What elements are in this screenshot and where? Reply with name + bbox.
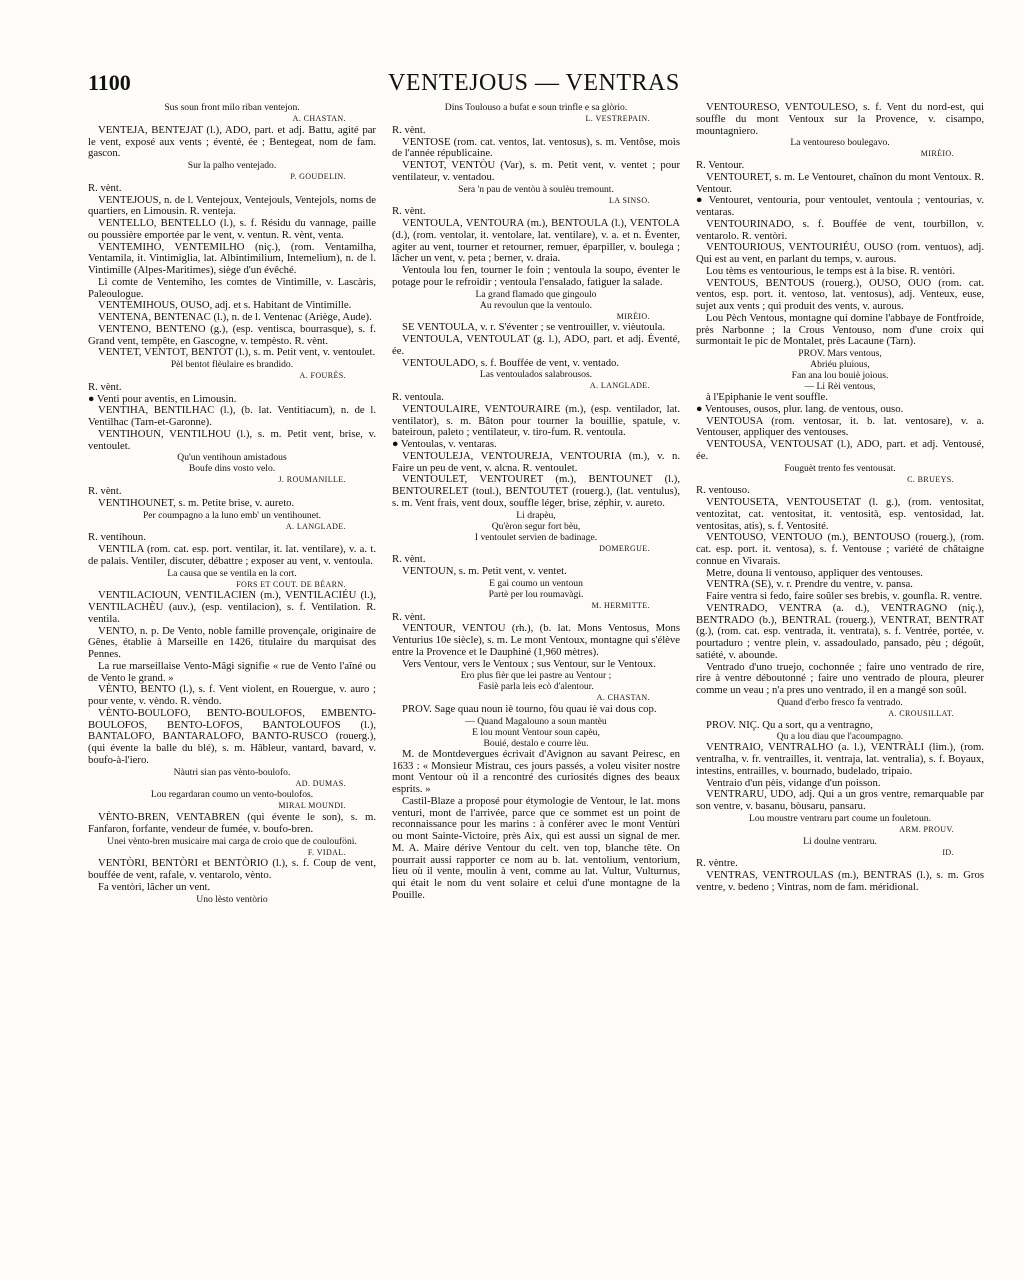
citation-author: F. VIDAL. [307, 847, 346, 857]
citation-line: Pèl bentot flèulaire es brandido. [170, 359, 294, 370]
columns [88, 102, 990, 905]
citation-line: Dins Toulouso a bufat e soun trinfle e sa glòrio. [444, 102, 628, 113]
citation-author: AD. DUMAS. [295, 778, 346, 788]
dictionary-entry: VENTOURINADO, s. f. Bouffée de vent, tourbillon, v. ventarolo. R. ventòri. [696, 217, 984, 242]
dictionary-entry: VENTENA, BENTENAC (l.), n. de l. Ventenac (Ariège, Aude). [98, 311, 372, 323]
dictionary-entry: Ventraio d'un pèis, vidange d'un poisson. [706, 776, 881, 789]
dictionary-entry: Faire ventra si fedo, faire soûler ses brebis, v. gounfla. R. ventre. [706, 590, 983, 602]
citation-line: Sur la palho ventejado. [187, 160, 277, 171]
root-reference: R. ventoula. [392, 391, 444, 403]
dictionary-entry: VENTOSE (rom. cat. ventos, lat. ventosus), s. m. Ventôse, mois de l'année républicaine. [392, 135, 680, 160]
citation-line: Abriéu pluious, [810, 359, 870, 370]
citation-line: Quand d'erbo fresco fa ventrado. [777, 696, 903, 708]
citation-line: E lou mount Ventour soun capèu, [472, 726, 600, 738]
dictionary-entry: VÈNTO-BREN, VENTABREN (qui évente le son), s. m. Fanfaron, forfante, vendeur de fumée, v. boufo-bren. [88, 811, 376, 835]
dictionary-entry: VENTRAIO, VENTRALHO (a. l.), VENTRÀLI (lim.), (rom. ventralha, v. fr. ventrailles, it. ventraja, lat. ventralia), s. f. Boyaux, intestins, entrailles, v. bournado, budelado, tripaio. [696, 741, 984, 777]
citation-author: A. LANGLADE. [589, 381, 650, 391]
citation-author: MIRÈIO. [920, 149, 954, 159]
running-title: VENTEJOUS — VENTRAS [388, 70, 680, 96]
root-reference: R. vènt. [392, 123, 426, 136]
dictionary-entry: Fa ventòri, lâcher un vent. [98, 880, 211, 893]
citation-author: DOMERGUE. [599, 543, 650, 553]
dictionary-entry: VENTOULA, VENTOURA (m.), BENTOULA (l.), VENTOLA (d.), (rom. ventolar, it. ventolare, lat. ventilare), v. a. et n. Éventer, agiter au vent, tourner et retourner, remuer, éparpiller, v. boulega ; lâcher un vent, v. peta ; berner, v. draia. [392, 217, 680, 265]
root-reference: R. vènt. [392, 553, 426, 566]
citation-line: PROV. Mars ventous, [798, 348, 882, 359]
dictionary-entry: VENTOULA, VENTOULAT (g. l.), ADO, part. et adj. Éventé, ée. [392, 333, 680, 357]
dictionary-entry: VENTIHA, BENTILHAC (l.), (b. lat. Ventitiacum), n. de l. Ventilhac (Tarn-et-Garonne). [88, 404, 376, 428]
variant-note: ● Ventouret, ventouria, pour ventoulet, ventoula ; ventourias, v. ventaras. [696, 194, 984, 218]
dictionary-entry: VENTOUR, VENTOU (rh.), (b. lat. Mons Ventosus, Mons Venturius 10e siècle), s. m. Le mont Ventoux, montagne qui s'élève entre la Provence et le Dauphiné (1,960 mètres). [392, 622, 680, 658]
dictionary-entry: Ventoula lou fen, tourner le foin ; ventoula la soupo, éventer le potage pour le refroidir ; ventoula l'ensalado, fatiguer la salade. [392, 264, 680, 288]
citation-line: Nàutri sian pas vènto-boulofo. [173, 766, 291, 778]
citation-line: Fasiè parla leis ecò d'alentour. [478, 681, 594, 693]
citation-line: Uno lèsto ventòrio [196, 893, 268, 905]
citation-line: — Quand Magalouno a soun mantèu [465, 715, 607, 727]
citation-line: Au revoulun que la ventoulo. [479, 299, 593, 311]
citation-author: MIRAL MOUNDI. [278, 801, 346, 811]
variant-note: ● Ventouses, ousos, plur. lang. de ventous, ouso. [696, 402, 904, 415]
dictionary-entry: VENTIHOUN, VENTILHOU (l.), s. m. Petit vent, brise, v. ventoulet. [88, 427, 376, 452]
citation-line: La causa que se ventila en la cort. [167, 567, 297, 579]
citation-line: Ero plus fièr que lei pastre au Ventour ; [460, 670, 612, 682]
dictionary-entry: Vers Ventour, vers le Ventoux ; sus Ventour, sur le Ventoux. [402, 657, 656, 670]
variant-note: ● Ventoulas, v. ventaras. [392, 438, 497, 450]
dictionary-entry: VENTÒRI, BENTÒRI et BENTÒRIO (l.), s. f. Coup de vent, bouffée de vent, rafale, v. ventarolo, vènto. [88, 857, 376, 881]
dictionary-entry: Li comte de Ventemiho, les comtes de Vintimille, v. Lascàris, Paleoulogue. [88, 275, 376, 300]
citation-line: Lou regardaran coumo un vento-boulofos. [150, 789, 314, 801]
citation-author: L. VESTREPAIN. [585, 114, 650, 123]
dictionary-entry: VENTO, n. p. De Vento, noble famille provençale, originaire de Gênes, établie à Marseille en 1426, titulaire du marquisat des Pennes. [88, 624, 376, 660]
citation-line: Fan ana lou bouiè joious. [791, 370, 889, 381]
dictionary-entry: VENTOURESO, VENTOULESO, s. f. Vent du nord-est, qui souffle du mont Ventoux sur la Provence, v. cisampo, mountagniero. [696, 101, 984, 137]
root-reference: R. vènt. [88, 485, 122, 497]
citation-line: La ventoureso boulegavo. [790, 137, 890, 149]
dictionary-entry: VENTRAS, VENTROULAS (m.), BENTRAS (l.), s. m. Gros ventre, v. bedeno ; Vintras, nom de fam. méridional. [696, 869, 984, 893]
citation-author: FORS ET COUT. DE BÉARN. [236, 579, 346, 589]
dictionary-entry: VÈNTO-BOULOFO, BENTO-BOULOFOS, EMBENTO-BOULOFOS, BENTO-LOFOS, BANTOLOUFOS (l.), BANTALOFO, BANTARALOFO, BANTO-RUSCO (rouerg.), (qui évente la balle du blé), s. m. Hâbleur, vantard, bavard, v. boufo-à-l'iero. [88, 706, 376, 766]
dictionary-entry: VENTOUS, BENTOUS (rouerg.), OUSO, OUO (rom. cat. ventos, esp. port. it. ventoso, lat. ventosus), adj. Venteux, euse, sujet aux vents ; qui produit des vents, v. aurous. [696, 276, 984, 312]
citation-line: Per coumpagno a la luno emb' un ventihounet. [142, 509, 322, 521]
dictionary-entry: VENTOUSA (rom. ventosar, it. b. lat. ventosare), v. a. Ventouser, appliquer des ventouses. [696, 414, 984, 439]
dictionary-entry: VENTOURET, s. m. Le Ventouret, chaînon du mont Ventoux. R. Ventour. [696, 170, 984, 195]
dictionary-entry: VENTRA (SE), v. r. Prendre du ventre, v. pansa. [706, 578, 913, 591]
dictionary-entry: VENTILACIOUN, VENTILACIEN (m.), VENTILACIÉU (l.), VENTILACHÈU (auv.), (esp. ventilacion), s. f. Ventilation. R. ventila. [88, 589, 376, 625]
page-number: 1100 [88, 70, 131, 95]
citation-line: Qu'èron segur fort bèu, [491, 520, 581, 532]
dictionary-entry: VÈNTO, BENTO (l.), s. f. Vent violent, en Rouergue, v. auro ; pour vente, v. vèndo. R. vèndo. [88, 683, 376, 707]
dictionary-entry: VENTILA (rom. cat. esp. port. ventilar, it. lat. ventilare), v. a. t. de palais. Ventiler, discuter, débattre ; exposer au vent, v. ventoula. [88, 543, 376, 567]
dictionary-entry: VENTOUSETA, VENTOUSETAT (l. g.), (rom. ventositat, ventozitat, cat. ventositat, it. ventosità, esp. ventosidad, lat. ventositas, atis), s. f. Ventosité. [696, 496, 984, 532]
citation-author: A. CROUSILLAT. [888, 708, 954, 718]
dictionary-entry: VENTOULEJA, VENTOUREJA, VENTOURIA (m.), v. n. Faire un peu de vent, v. alcna. R. ventoulet. [392, 449, 680, 474]
variant-note: ● Venti pour aventis, en Limousin. [88, 392, 237, 405]
dictionary-entry: M. de Montdevergues écrivait d'Avignon au savant Peiresc, en 1633 : « Monsieur Mistrau, ces jours passés, a voleu visiter nostre mont Ventour où il a rencontré des curiosités dignes des beaux esprits. » [392, 747, 680, 795]
dictionary-entry: VENTOULADO, s. f. Bouffée de vent, v. ventado. [402, 356, 620, 369]
citation-author: ARM. PROUV. [899, 824, 954, 834]
citation-line: Sera 'n pau de ventòu à soulèu tremount. [458, 183, 614, 195]
citation-author: A. LANGLADE. [285, 521, 346, 531]
dictionary-entry: VENTOUSA, VENTOUSAT (l.), ADO, part. et adj. Ventousé, ée. [696, 438, 984, 462]
dictionary-entry: VENTEMIHOUS, OUSO, adj. et s. Habitant de Vintimille. [98, 299, 352, 312]
dictionary-entry: La rue marseillaise Vento-Mâgi signifie « rue de Vento l'aîné ou de Vento le grand. » [88, 659, 376, 684]
citation-line: — Li Rèi ventous, [804, 381, 876, 392]
dictionary-entry: VENTET, VENTOT, BENTOT (l.), s. m. Petit vent, v. ventoulet. [98, 346, 376, 359]
citation-line: I ventoulet servien de badinage. [474, 531, 598, 543]
citation-line: La grand flamado que gingoulo [475, 288, 597, 300]
dictionary-entry: PROV. Sage quau noun iè tourno, fòu quau iè vai dous cop. [402, 703, 657, 715]
citation-line: Las ventoulados salabrousos. [479, 369, 593, 381]
dictionary-entry: VENTELLO, BENTELLO (l.), s. f. Résidu du vannage, paille ou poussière emportée par le vent, v. ventun. R. vènt, venta. [88, 217, 376, 241]
dictionary-entry: SE VENTOULA, v. r. S'éventer ; se ventrouiller, v. vièutoula. [402, 321, 665, 334]
dictionary-entry: VENTEMIHO, VENTEMILHO (niç.), (rom. Ventamilha, Ventamila, it. Vintimiglia, lat. Albintimilium, Intemelium), n. de l. Vintimille (Alpes-Maritimes), siège d'un évêché. [88, 240, 376, 276]
dictionary-entry: Lou Pèch Ventous, montagne qui domine l'abbaye de Fontfroide, près Narbonne ; la Crous Ventouso, nom d'une croix qui surmontait le pic de Montalet, près Lacaune (Tarn). [696, 311, 984, 348]
dictionary-entry: PROV. NIÇ. Qu a sort, qu a ventragno, [706, 718, 873, 731]
citation-line: Sus soun front milo riban ventejon. [164, 102, 300, 113]
dictionary-entry: VENTEJA, BENTEJAT (l.), ADO, part. et adj. Battu, agité par le vent, exposé aux vents ; éventé, ée ; Bentegeat, nom de fam. gascon. [88, 123, 376, 160]
citation-line: Qu a lou diau que l'acoumpagno. [776, 731, 904, 743]
citation-line: Li doulne ventraru. [803, 835, 877, 847]
dictionary-entry: VENTOT, VENTÒU (Var), s. m. Petit vent, v. ventet ; pour ventilateur, v. ventadou. [392, 159, 680, 183]
root-reference: R. vènt. [392, 610, 426, 623]
citation-author: A. CHASTAN. [292, 114, 346, 123]
dictionary-entry: Lou tèms es ventourious, le temps est à la bise. R. ventòri. [706, 264, 956, 277]
dictionary-entry: VENTOUSO, VENTOUO (m.), BENTOUSO (rouerg.), (rom. cat. esp. port. it. ventosa), s. f. Ventouse ; variété de châtaigne connue en Vivarais. [696, 531, 984, 567]
citation-author: J. ROUMANILLE. [278, 475, 346, 485]
citation-line: Lou moustre ventraru part coume un fouletoun. [749, 812, 931, 824]
citation-line: Unei vènto-bren musicaire mai carga de croio que de coulouföni. [107, 835, 357, 847]
root-reference: R. vènt. [392, 205, 426, 218]
citation-line: Partè per lou roumavàgi. [488, 588, 584, 600]
column-1 [88, 102, 376, 905]
root-reference: R. Ventour. [696, 159, 745, 171]
citation-line: Fouguèt trento fes ventousat. [784, 462, 896, 474]
citation-author: A. FOURÈS. [299, 371, 346, 380]
dictionary-entry: à l'Epiphanie le vent souffle. [706, 391, 828, 403]
root-reference: R. ventouso. [696, 484, 750, 497]
citation-author: LA SINSO. [609, 195, 650, 205]
citation-author: M. HERMITTE. [591, 600, 650, 610]
column-3 [696, 102, 984, 905]
citation-author: C. BRUEYS. [907, 474, 954, 484]
citation-line: Bouié, destalo e courre lèu. [483, 737, 589, 749]
dictionary-entry: VENTIHOUNET, s. m. Petite brise, v. aureto. [98, 496, 295, 509]
citation-line: Li drapèu, [516, 509, 556, 521]
dictionary-entry: VENTOURIOUS, VENTOURIÉU, OUSO (rom. ventuos), adj. Qui est au vent, en parlant du temps, v. aurous. [696, 241, 984, 265]
citation-author: P. GOUDELIN. [290, 172, 346, 181]
citation-author: MIRÈIO. [616, 311, 650, 321]
root-reference: R. vènt. [88, 380, 122, 393]
column-2 [392, 102, 680, 905]
dictionary-entry: VENTEJOUS, n. de l. Ventejoux, Ventejouls, Ventejols, noms de quartiers, en Limousin. R. venteja. [88, 193, 376, 218]
citation-author: ID. [942, 847, 954, 857]
citation-line: E gai coumo un ventoun [489, 577, 583, 589]
root-reference: R. vènt. [88, 181, 122, 194]
dictionary-entry: VENTOULAIRE, VENTOURAIRE (m.), (esp. ventilador, lat. ventilator), s. m. Bâton pour tourner la bouillie, spatule, v. bateiroun, paleto ; ventilateur, v. tiro-fum. R. ventoula. [392, 402, 680, 439]
dictionary-entry: Metre, douna li ventouso, appliquer des ventouses. [706, 566, 923, 579]
dictionary-entry: Ventrado d'uno truejo, cochonnée ; faire uno ventrado de rire, rire à ventre déboutonné ; faire uno ventrado de ploura, pleurer comme un veau ; n'a pres uno ventrado, il en a mangé son soûl. [696, 660, 984, 696]
citation-line: Boufe dins vosto velo. [188, 463, 276, 475]
dictionary-entry: Castil-Blaze a proposé pour étymologie de Ventour, le lat. mons venturi, mont de l'arrivée, parce que ce sommet est un point de reconnaissance pour les marins : à conférer avec le mont Ventùri ou mont Sainte-Victoire, près Aix, qui est aussi un signal de mer. M. A. Maire dérive Ventour du celt. ven top, blanche tête. On pourrait aussi rapporter ce nom au b. lat. ventolium, ventorium, lieu où il vente, moulin à vent, comme au lat. Vultur, Vulturnus, qui était le nom du vent solaire et celui d'une montagne de la Pouille. [392, 794, 680, 901]
root-reference: R. ventihoun. [88, 531, 146, 544]
dictionary-entry: VENTOULET, VENTOURET (m.), BENTOUNET (l.), BENTOURELET (toul.), BENTOUTET (rouerg.), (lat. ventulus), s. m. Vent frais, vent doux, souffle léger, brise, zéphir, v. aureto. [392, 473, 680, 509]
dictionary-entry: VENTOUN, s. m. Petit vent, v. ventet. [402, 565, 567, 577]
root-reference: R. vèntre. [696, 857, 738, 870]
citation-author: A. CHASTAN. [596, 693, 650, 703]
citation-line: Qu'un ventihoun amistadous [177, 452, 287, 464]
dictionary-entry: VENTRARU, UDO, adj. Qui a un gros ventre, remarquable par son ventre, v. basanu, bòusaru, pansaru. [696, 788, 984, 812]
dictionary-entry: VENTENO, BENTENO (g.), (esp. ventisca, bourrasque), s. f. Grand vent, tempête, en Gascogne, v. tempèsto. R. vènt. [88, 322, 376, 347]
dictionary-entry: VENTRADO, VENTRA (a. d.), VENTRAGNO (niç.), BENTRADO (b.), BENTRAL (rouerg.), VENTRAT, BENTRAT (g.), (rom. cat. esp. ventrada, it. ventrata), s. f. Ventrée, portée, v. pourtaduro ; ventre plein, v. assadoulado, pansado, pèu ; dégoût, satiété, v. abounde. [696, 601, 984, 661]
